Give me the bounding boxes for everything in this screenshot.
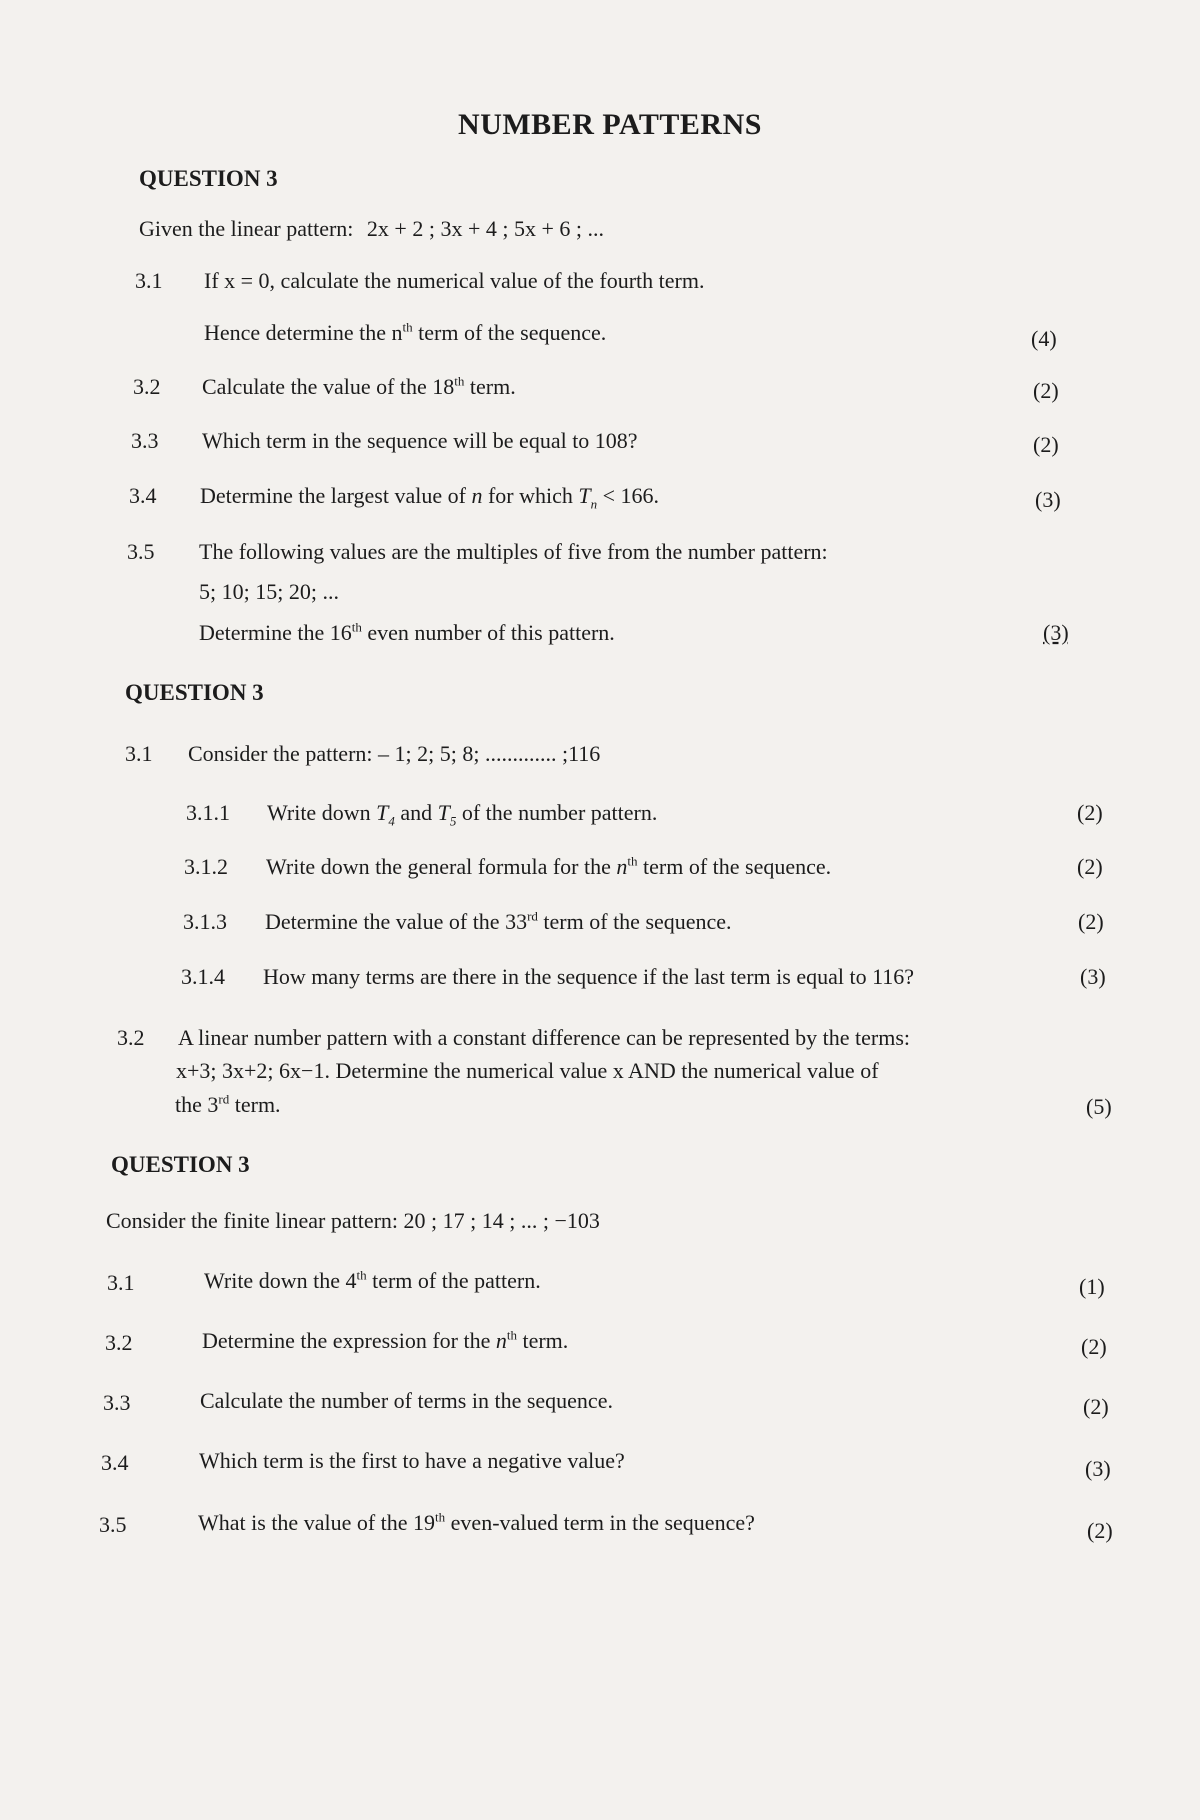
- s1-item-mark: (2): [1033, 378, 1059, 403]
- s2-subitem-number: 3.1.1: [186, 800, 230, 825]
- s3-item-number: 3.1: [107, 1270, 135, 1295]
- s1-item-text-third-line: Determine the 16th even number of this pattern.: [199, 619, 615, 645]
- s1-item-text-second-line: Hence determine the $n^{th}$ term of the sequence.: [204, 319, 607, 345]
- s2-subitem-text: Determine the value of the 33rd term of the sequence.: [265, 908, 732, 934]
- s1-item-text: Which term in the sequence will be equal to 108?: [202, 428, 638, 453]
- s2-subitem-mark: (2): [1077, 854, 1103, 879]
- s3-item-mark: (2): [1081, 1334, 1107, 1359]
- s2-subitem-number: 3.1.3: [183, 909, 227, 934]
- s1-item-text-second-line: 5; 10; 15; 20; ...: [199, 579, 339, 604]
- s1-item-mark: (3): [1043, 620, 1069, 645]
- s3-item-mark: (3): [1085, 1456, 1111, 1481]
- s3-item-number: 3.2: [105, 1330, 133, 1355]
- s2-question2-mark: (5): [1086, 1094, 1112, 1119]
- s1-item-text: The following values are the multiples of five from the number pattern:: [199, 539, 828, 564]
- s2-subitem-text: Write down the general formula for the $n^{th}$ term of the sequence.: [266, 853, 832, 879]
- s2-subitem-text: How many terms are there in the sequence if the last term is equal to 116?: [263, 964, 915, 989]
- s3-item-number: 3.3: [103, 1390, 131, 1415]
- s1-item-mark: (4): [1031, 326, 1057, 351]
- s2-question-text: Consider the pattern: – 1; 2; 5; 8; ............. ;116: [188, 741, 601, 766]
- s2-question2-number: 3.2: [117, 1025, 145, 1050]
- s2-question-number: 3.1: [125, 741, 153, 766]
- s3-item-text: Determine the expression for the $n^{th}$ term.: [202, 1327, 569, 1353]
- s2-subitem-mark: (2): [1077, 800, 1103, 825]
- section2-heading: QUESTION 3: [125, 680, 264, 705]
- s3-item-text: What is the value of the 19th even-valued term in the sequence?: [198, 1509, 755, 1535]
- s3-item-mark: (2): [1083, 1394, 1109, 1419]
- s2-subitem-text: Write down $T_4$ and $T_5$ of the number pattern.: [267, 800, 658, 829]
- s1-item-number: 3.3: [131, 428, 159, 453]
- s3-item-number: 3.5: [99, 1512, 127, 1537]
- section3-intro: Consider the finite linear pattern: 20 ; 17 ; 14 ; ... ; −103: [106, 1208, 600, 1233]
- s3-item-text: Write down the 4th term of the pattern.: [204, 1267, 541, 1293]
- s1-item-text: If x = 0, calculate the numerical value of the fourth term.: [204, 268, 705, 293]
- s2-question2-line1: A linear number pattern with a constant difference can be represented by the terms:: [178, 1025, 911, 1050]
- section1-intro: [139, 216, 604, 242]
- s1-item-text: Determine the largest value of n for which $T_n < 166$.: [200, 483, 660, 512]
- s2-question2-line3: the 3rd term.: [175, 1091, 281, 1117]
- section1-heading: QUESTION 3: [139, 166, 278, 191]
- s3-item-text: Calculate the number of terms in the sequence.: [200, 1388, 613, 1413]
- s1-item-number: 3.4: [129, 483, 157, 508]
- s2-subitem-number: 3.1.4: [181, 964, 225, 989]
- s3-item-number: 3.4: [101, 1450, 129, 1475]
- s2-subitem-mark: (3): [1080, 964, 1106, 989]
- s2-subitem-mark: (2): [1078, 909, 1104, 934]
- s3-item-mark: (1): [1079, 1274, 1105, 1299]
- s1-item-number: 3.5: [127, 539, 155, 564]
- section3-heading: QUESTION 3: [111, 1152, 250, 1177]
- section1-intro-label: Given the linear pattern:: [139, 216, 354, 241]
- s3-item-mark: (2): [1087, 1518, 1113, 1543]
- s1-item-mark: (3): [1035, 487, 1061, 512]
- s2-question2-line2: x+3; 3x+2; 6x−1. Determine the numerical value x AND the numerical value of: [176, 1058, 879, 1083]
- s1-item-mark: (2): [1033, 432, 1059, 457]
- s1-item-number: 3.1: [135, 268, 163, 293]
- s3-item-text: Which term is the first to have a negative value?: [199, 1448, 625, 1473]
- s1-item-text: Calculate the value of the 18th term.: [202, 373, 516, 399]
- s2-subitem-number: 3.1.2: [184, 854, 228, 879]
- page-title: NUMBER PATTERNS: [458, 108, 762, 141]
- section1-intro-pattern: 2x + 2 ; 3x + 4 ; 5x + 6 ; ...: [366, 216, 604, 241]
- s1-item-number: 3.2: [133, 374, 161, 399]
